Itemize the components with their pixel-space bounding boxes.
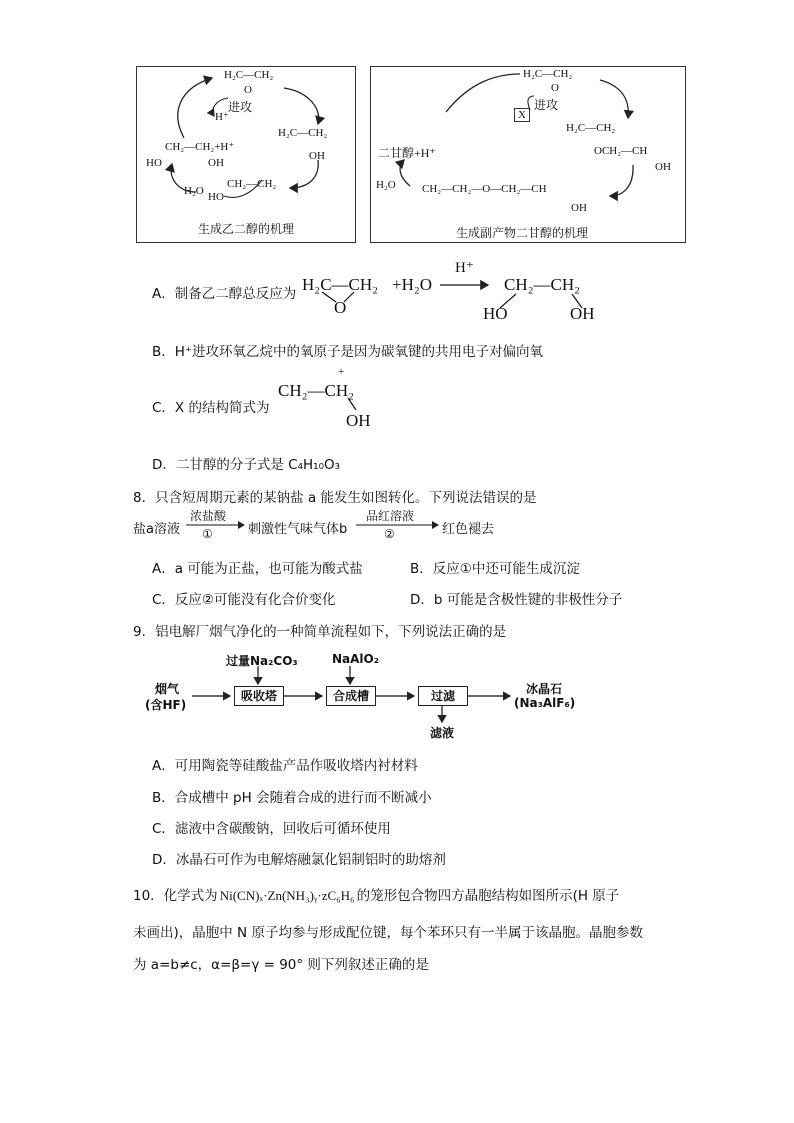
m2-oh2: OH [571, 202, 587, 214]
q7-a-reactant: H₂C—CH₂ [302, 275, 379, 294]
m2-attack-label: 进攻 [534, 98, 559, 112]
q7-option-a-prefix: A．制备乙二醇总反应为 [152, 286, 297, 302]
m1-attack-label: 进攻 [228, 100, 253, 114]
q10-line3: 为 a=b≠c，α=β=γ = 90° 则下列叙述正确的是 [133, 957, 429, 973]
m1-ho1: HO [146, 157, 162, 169]
q8-option-d: D．b 可能是含极性键的非极性分子 [410, 592, 623, 608]
m1-oh-plus: OH [309, 150, 325, 162]
q7-option-b: B．H⁺进攻环氧乙烷中的氧原子是因为碳氧键的共用电子对偏向氧 [152, 344, 544, 360]
q8-option-c: C．反应②可能没有化合价变化 [152, 592, 336, 608]
q7-c-oh: OH [346, 411, 371, 430]
m1-ring-top: H₂C—CH₂ [224, 69, 274, 81]
q7-a-oh: OH [570, 304, 595, 323]
q8-scheme-r2-top: 品红溶液 [366, 509, 415, 523]
m1-left-product: CH₂—CH₂+H⁺ [165, 141, 235, 153]
m1-ring-o: O [244, 84, 252, 96]
m2-ring-o: O [551, 82, 559, 94]
m2-o-ch2: OCH₂—CH [594, 145, 648, 157]
q9-option-d: D．冰晶石可作为电解熔融氯化铝制铝时的助熔剂 [152, 852, 446, 868]
q9-box-filter: 过滤 [418, 686, 468, 706]
q9-gas: 烟气 [155, 682, 180, 696]
m1-hplus: H⁺ [215, 111, 229, 123]
q8-scheme-r1-bot: ① [202, 527, 213, 541]
m1-oh1: OH [208, 157, 224, 169]
m2-h2o: H₂O [376, 179, 396, 191]
q10-suffix: 的笼形包合物四方晶胞结构如图所示(H 原子 [356, 888, 620, 904]
q8-stem: 8．只含短周期元素的某钠盐 a 能发生如图转化。下列说法错误的是 [133, 490, 537, 506]
q9-stem: 9．铝电解厂烟气净化的一种简单流程如下，下列说法正确的是 [133, 624, 507, 640]
m1-cation: CH₂—CH₂ [227, 178, 277, 190]
q8-scheme-salt: 盐a溶液 [133, 522, 180, 537]
m2-ring-top: H₂C—CH₂ [523, 68, 573, 80]
q7-a-catalyst: H⁺ [455, 260, 474, 276]
q8-option-a: A．a 可能为正盐，也可能为酸式盐 [152, 561, 363, 577]
q10-formula: Ni(CN)ₓ·Zn(NH₃)ᵧ·zC₆H₆ [219, 888, 355, 903]
q7-a-plus-water: +H₂O [392, 275, 433, 294]
q7-a-product: CH₂—CH₂ [504, 275, 581, 294]
q9-gas-note: (含HF) [145, 698, 187, 712]
q7-c-formula: CH₂—CH₂ [278, 381, 355, 400]
m2-ring-right: H₂C—CH₂ [566, 122, 616, 134]
q9-product-name: 冰晶石 [526, 682, 563, 696]
q10-line1 [133, 884, 619, 904]
q7-a-o: O [334, 298, 347, 317]
q8-option-b: B．反应①中还可能生成沉淀 [410, 561, 580, 577]
m2-product: 二甘醇+H⁺ [378, 146, 436, 160]
q9-reagent-naalo2: NaAlO₂ [332, 652, 379, 666]
q9-filtrate: 滤液 [430, 726, 455, 740]
q9-box-synthesis: 合成槽 [326, 686, 376, 706]
m2-chain: CH₂—CH₂—O—CH₂—CH [422, 183, 547, 195]
q9-product-formula: (Na₃AlF₆) [514, 696, 576, 710]
q9-option-c: C．滤液中含碳酸钠，回收后可循环使用 [152, 821, 391, 837]
q7-a-ho: HO [483, 304, 508, 323]
q9-option-a: A．可用陶瓷等硅酸盐产品作吸收塔内衬材料 [152, 758, 418, 774]
q9-option-b: B．合成槽中 pH 会随着合成的进行而不断减小 [152, 790, 432, 806]
q8-scheme-gas: 刺激性气味气体b [248, 522, 348, 537]
q9-box-absorber: 吸收塔 [234, 686, 284, 706]
q7-option-d: D．二甘醇的分子式是 C₄H₁₀O₃ [152, 457, 341, 473]
m2-x-box: X [514, 108, 530, 122]
q8-scheme-r2-bot: ② [384, 527, 395, 541]
q7-c-plus: + [338, 366, 345, 378]
m1-caption: 生成乙二醇的机理 [198, 222, 295, 236]
q8-scheme-result: 红色褪去 [442, 522, 495, 537]
m1-ring-right: H₂C—CH₂ [278, 127, 328, 139]
m2-oh: OH [655, 161, 671, 173]
m1-h2o: H₂O [184, 185, 204, 197]
q10-prefix: 10．化学式为 [133, 888, 218, 904]
q9-reagent-na2co3: 过量Na₂CO₃ [226, 654, 298, 668]
q8-scheme-r1-top: 浓盐酸 [190, 509, 227, 523]
q7-option-c-prefix: C．X 的结构简式为 [152, 400, 270, 416]
m2-caption: 生成副产物二甘醇的机理 [456, 226, 589, 240]
m1-ho2: HO [208, 191, 224, 203]
q10-line2: 未画出)，晶胞中 N 原子均参与形成配位键，每个苯环只有一半属于该晶胞。晶胞参数 [133, 925, 643, 941]
